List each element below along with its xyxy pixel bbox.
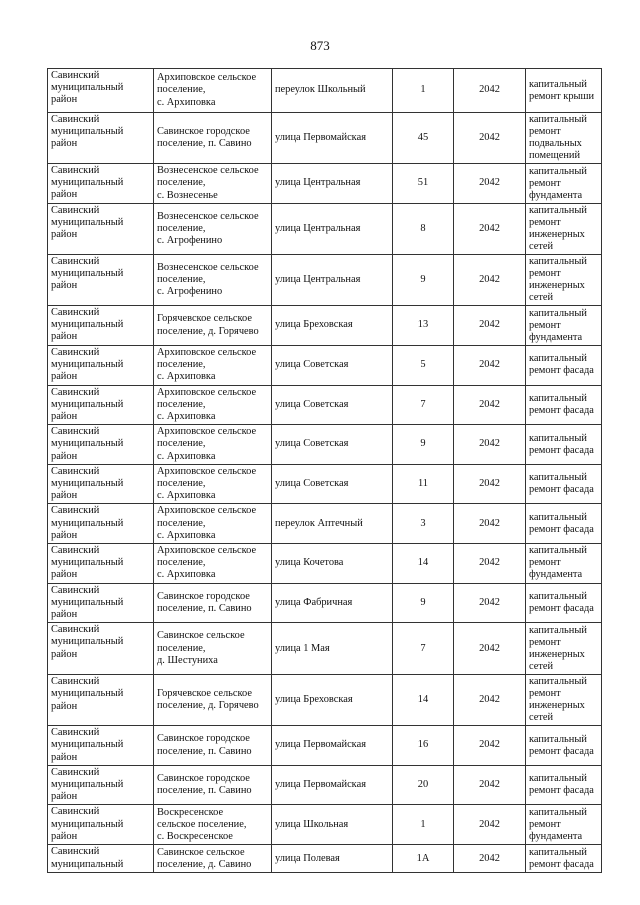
- settlement-cell-line: поселение, д. Горячево: [157, 325, 259, 337]
- table-row: [48, 623, 602, 675]
- house-number-cell: 13: [393, 306, 454, 346]
- work-type-cell-line: подвальных: [529, 138, 582, 149]
- street-cell: улица Первомайская: [272, 765, 393, 805]
- work-type-cell: [526, 69, 602, 113]
- repair-year-cell: 2042: [454, 306, 526, 346]
- table-row: [48, 425, 602, 465]
- district-cell-line: муниципальный: [51, 557, 124, 569]
- settlement-cell-line: Архиповское сельское: [157, 465, 257, 477]
- work-type-cell-line: капитальный: [529, 806, 587, 818]
- street-cell: улица Центральная: [272, 204, 393, 255]
- settlement-cell-line: Архиповское сельское: [157, 72, 257, 84]
- settlement-cell-line: поселение, д. Горячево: [157, 700, 259, 712]
- district-cell-line: район: [51, 411, 78, 423]
- district-cell: [48, 726, 154, 766]
- district-cell-line: Савинский: [51, 727, 100, 739]
- work-type-cell-line: капитальный: [529, 624, 587, 636]
- settlement-cell-line: с. Архиповка: [157, 371, 216, 383]
- district-cell-line: муниципальный: [51, 438, 124, 450]
- district-cell-line: Савинский: [51, 624, 100, 636]
- table-row: [48, 765, 602, 805]
- work-type-cell-line: ремонт фасада: [529, 404, 594, 416]
- repair-year-cell: 2042: [454, 504, 526, 544]
- district-cell-line: муниципальный: [51, 596, 124, 608]
- work-type-cell-line: капитальный: [529, 353, 587, 365]
- district-cell-line: район: [51, 331, 78, 343]
- house-number-cell: 20: [393, 765, 454, 805]
- settlement-cell: [154, 845, 272, 873]
- settlement-cell-line: с. Архиповка: [157, 569, 216, 581]
- settlement-cell: [154, 464, 272, 504]
- work-type-cell-line: ремонт фасада: [529, 484, 594, 496]
- work-type-cell-line: ремонт: [529, 268, 561, 279]
- district-cell-line: Савинский: [51, 205, 100, 216]
- district-cell-line: район: [51, 280, 78, 292]
- work-type-cell-line: инженерных: [529, 700, 585, 712]
- settlement-cell: [154, 306, 272, 346]
- settlement-cell-line: Архиповское сельское: [157, 347, 257, 358]
- work-type-cell-line: фундамента: [529, 830, 583, 842]
- district-cell-line: муниципальный: [51, 517, 124, 529]
- district-cell-line: район: [51, 371, 78, 383]
- district-cell: [48, 306, 154, 346]
- work-type-cell: [526, 385, 602, 425]
- district-cell-line: муниципальный: [51, 739, 124, 751]
- work-type-cell-line: капитальный: [529, 78, 587, 90]
- settlement-cell-line: с. Архиповка: [157, 96, 216, 108]
- district-cell-line: Савинский: [51, 426, 100, 438]
- settlement-cell: [154, 425, 272, 465]
- district-cell-line: муниципальный: [51, 82, 124, 94]
- table-row: [48, 204, 602, 255]
- work-type-cell: [526, 726, 602, 766]
- street-cell: улица Полевая: [272, 845, 393, 873]
- district-cell-line: муниципальный: [51, 217, 124, 229]
- settlement-cell: [154, 675, 272, 726]
- street-cell: улица Первомайская: [272, 726, 393, 766]
- settlement-cell-line: Архиповское сельское: [157, 426, 257, 438]
- work-type-cell-line: ремонт: [529, 557, 561, 569]
- district-cell-line: муниципальный: [51, 319, 124, 331]
- work-type-cell: [526, 425, 602, 465]
- settlement-cell: [154, 544, 272, 584]
- work-type-cell-line: сетей: [529, 292, 554, 303]
- settlement-cell-line: поселение,: [157, 84, 206, 96]
- district-cell: [48, 113, 154, 164]
- district-cell-line: район: [51, 229, 78, 241]
- street-cell: улица Фабричная: [272, 583, 393, 623]
- table-row: [48, 544, 602, 584]
- district-cell: [48, 425, 154, 465]
- district-cell-line: район: [51, 450, 78, 462]
- settlement-cell-line: Архиповское сельское: [157, 545, 257, 557]
- house-number-cell: 1: [393, 69, 454, 113]
- house-number-cell: 7: [393, 623, 454, 675]
- work-type-cell: [526, 204, 602, 255]
- work-type-cell-line: ремонт: [529, 217, 561, 228]
- work-type-cell-line: фундамента: [529, 331, 583, 343]
- work-type-cell-line: сетей: [529, 660, 554, 672]
- housing-repair-table: [47, 68, 602, 873]
- work-type-cell-line: капитальный: [529, 846, 587, 858]
- district-cell-line: Савинский: [51, 766, 100, 778]
- settlement-cell-line: поселение,: [157, 359, 206, 371]
- repair-year-cell: 2042: [454, 164, 526, 204]
- work-type-cell: [526, 164, 602, 204]
- settlement-cell-line: Воскресенское: [157, 806, 224, 818]
- district-cell-line: Савинский: [51, 70, 100, 81]
- table-row: [48, 726, 602, 766]
- district-cell-line: район: [51, 138, 78, 150]
- district-cell-line: Савинский: [51, 165, 100, 176]
- work-type-cell-line: ремонт фасада: [529, 444, 594, 456]
- work-type-cell-line: ремонт фасада: [529, 858, 594, 870]
- work-type-cell-line: ремонт: [529, 319, 561, 331]
- district-cell-line: район: [51, 700, 78, 712]
- district-cell-line: муниципальный: [51, 478, 124, 490]
- district-cell: [48, 385, 154, 425]
- work-type-cell: [526, 805, 602, 845]
- table-row: [48, 164, 602, 204]
- district-cell-line: Савинский: [51, 386, 100, 398]
- settlement-cell-line: поселение,: [157, 273, 206, 285]
- work-type-cell-line: сетей: [529, 712, 554, 724]
- district-cell-line: район: [51, 189, 78, 201]
- settlement-cell: [154, 385, 272, 425]
- street-cell: улица Первомайская: [272, 113, 393, 164]
- settlement-cell-line: с. Архиповка: [157, 450, 216, 462]
- table-row: [48, 255, 602, 306]
- work-type-cell-line: капитальный: [529, 545, 587, 557]
- street-cell: переулок Аптечный: [272, 504, 393, 544]
- work-type-cell: [526, 113, 602, 164]
- repair-year-cell: 2042: [454, 675, 526, 726]
- district-cell-line: Савинский: [51, 545, 100, 557]
- work-type-cell-line: капитальный: [529, 472, 587, 484]
- settlement-cell: [154, 346, 272, 386]
- work-type-cell-line: капитальный: [529, 676, 587, 688]
- street-cell: улица Центральная: [272, 164, 393, 204]
- house-number-cell: 3: [393, 504, 454, 544]
- settlement-cell-line: поселение, п. Савино: [157, 602, 252, 614]
- work-type-cell-line: ремонт: [529, 688, 561, 700]
- settlement-cell-line: Савинское городское: [157, 590, 250, 602]
- work-type-cell-line: сетей: [529, 241, 554, 252]
- table-row: [48, 113, 602, 164]
- table-row: [48, 583, 602, 623]
- district-cell: [48, 464, 154, 504]
- street-cell: улица 1 Мая: [272, 623, 393, 675]
- work-type-cell-line: капитальный: [529, 511, 587, 523]
- settlement-cell-line: поселение, п. Савино: [157, 785, 252, 797]
- settlement-cell: [154, 623, 272, 675]
- repair-year-cell: 2042: [454, 113, 526, 164]
- repair-year-cell: 2042: [454, 544, 526, 584]
- work-type-cell-line: ремонт фасада: [529, 785, 594, 797]
- district-cell-line: муниципальный: [51, 268, 124, 280]
- district-cell-line: район: [51, 609, 78, 621]
- table-row: [48, 385, 602, 425]
- work-type-cell-line: капитальный: [529, 307, 587, 319]
- table-row: [48, 675, 602, 726]
- settlement-cell-line: поселение, д. Савино: [157, 858, 252, 870]
- district-cell-line: муниципальный: [51, 177, 124, 189]
- district-cell-line: район: [51, 830, 78, 842]
- settlement-cell-line: Вознесенское сельское: [157, 165, 259, 177]
- district-cell: [48, 544, 154, 584]
- district-cell-line: Савинский: [51, 114, 100, 125]
- house-number-cell: 1: [393, 805, 454, 845]
- district-cell-line: район: [51, 569, 78, 581]
- work-type-cell-line: ремонт фасада: [529, 523, 594, 535]
- settlement-cell: [154, 164, 272, 204]
- settlement-cell-line: сельское поселение,: [157, 818, 247, 830]
- settlement-cell-line: с. Архиповка: [157, 529, 216, 541]
- table-row: [48, 805, 602, 845]
- district-cell-line: муниципальный: [51, 688, 124, 700]
- table-row: [48, 845, 602, 873]
- district-cell-line: район: [51, 751, 78, 763]
- repair-year-cell: 2042: [454, 255, 526, 306]
- district-cell-line: муниципальный: [51, 398, 124, 410]
- street-cell: улица Бреховская: [272, 675, 393, 726]
- work-type-cell-line: капитальный: [529, 432, 587, 444]
- settlement-cell: [154, 805, 272, 845]
- work-type-cell-line: инженерных: [529, 648, 585, 660]
- settlement-cell-line: с. Агрофенино: [157, 286, 223, 298]
- district-cell: [48, 255, 154, 306]
- settlement-cell-line: Вознесенское сельское: [157, 210, 259, 222]
- work-type-cell: [526, 306, 602, 346]
- work-type-cell: [526, 845, 602, 873]
- work-type-cell-line: капитальный: [529, 165, 587, 177]
- work-type-cell-line: капитальный: [529, 392, 587, 404]
- settlement-cell: [154, 204, 272, 255]
- repair-year-cell: 2042: [454, 623, 526, 675]
- settlement-cell-line: поселение,: [157, 222, 206, 234]
- house-number-cell: 7: [393, 385, 454, 425]
- district-cell-line: Савинский: [51, 584, 100, 596]
- street-cell: улица Советская: [272, 425, 393, 465]
- work-type-cell-line: ремонт фасада: [529, 602, 594, 614]
- settlement-cell-line: с. Вознесенье: [157, 189, 218, 201]
- settlement-cell-line: поселение,: [157, 517, 206, 529]
- work-type-cell: [526, 504, 602, 544]
- work-type-cell-line: капитальный: [529, 256, 587, 267]
- settlement-cell-line: Горячевское сельское: [157, 688, 252, 700]
- work-type-cell-line: капитальный: [529, 590, 587, 602]
- work-type-cell: [526, 583, 602, 623]
- district-cell: [48, 675, 154, 726]
- repair-year-cell: 2042: [454, 204, 526, 255]
- repair-year-cell: 2042: [454, 805, 526, 845]
- settlement-cell-line: Горячевское сельское: [157, 313, 252, 325]
- work-type-cell-line: ремонт: [529, 177, 561, 189]
- repair-year-cell: 2042: [454, 765, 526, 805]
- district-cell: [48, 504, 154, 544]
- page-number: 873: [310, 38, 330, 53]
- repair-year-cell: 2042: [454, 69, 526, 113]
- settlement-cell: [154, 583, 272, 623]
- district-cell-line: Савинский: [51, 256, 100, 267]
- settlement-cell: [154, 504, 272, 544]
- repair-year-cell: 2042: [454, 346, 526, 386]
- settlement-cell-line: Савинское городское: [157, 772, 250, 784]
- settlement-cell-line: Архиповское сельское: [157, 386, 257, 398]
- house-number-cell: 9: [393, 425, 454, 465]
- district-cell-line: район: [51, 791, 78, 803]
- settlement-cell: [154, 726, 272, 766]
- street-cell: переулок Школьный: [272, 69, 393, 113]
- house-number-cell: 45: [393, 113, 454, 164]
- settlement-cell-line: поселение,: [157, 557, 206, 569]
- house-number-cell: 11: [393, 464, 454, 504]
- settlement-cell: [154, 255, 272, 306]
- settlement-cell-line: Вознесенское сельское: [157, 261, 259, 273]
- settlement-cell-line: д. Шестуниха: [157, 654, 218, 666]
- district-cell: [48, 583, 154, 623]
- house-number-cell: 1А: [393, 845, 454, 873]
- street-cell: улица Бреховская: [272, 306, 393, 346]
- district-cell: [48, 623, 154, 675]
- work-type-cell-line: капитальный: [529, 205, 587, 216]
- district-cell-line: муниципальный: [51, 779, 124, 791]
- work-type-cell: [526, 544, 602, 584]
- work-type-cell: [526, 464, 602, 504]
- work-type-cell-line: ремонт: [529, 126, 561, 137]
- district-cell-line: район: [51, 94, 78, 106]
- district-cell-line: муниципальный: [51, 818, 124, 830]
- settlement-cell-line: поселение,: [157, 398, 206, 410]
- district-cell-line: муниципальный: [51, 636, 124, 648]
- district-cell-line: район: [51, 490, 78, 502]
- work-type-cell-line: капитальный: [529, 773, 587, 785]
- street-cell: улица Советская: [272, 346, 393, 386]
- work-type-cell: [526, 675, 602, 726]
- district-cell: [48, 845, 154, 873]
- table-row: [48, 306, 602, 346]
- settlement-cell-line: поселение,: [157, 478, 206, 490]
- work-type-cell-line: фундамента: [529, 189, 583, 201]
- settlement-cell-line: поселение,: [157, 642, 206, 654]
- settlement-cell-line: с. Архиповка: [157, 411, 216, 423]
- work-type-cell-line: капитальный: [529, 114, 587, 125]
- settlement-cell-line: Савинское сельское: [157, 630, 245, 642]
- street-cell: улица Центральная: [272, 255, 393, 306]
- settlement-cell-line: с. Агрофенино: [157, 235, 223, 247]
- work-type-cell-line: фундамента: [529, 569, 583, 581]
- district-cell: [48, 204, 154, 255]
- settlement-cell-line: поселение,: [157, 177, 206, 189]
- house-number-cell: 16: [393, 726, 454, 766]
- district-cell: [48, 805, 154, 845]
- work-type-cell-line: ремонт фасада: [529, 745, 594, 757]
- table-row: [48, 464, 602, 504]
- work-type-cell-line: капитальный: [529, 733, 587, 745]
- work-type-cell-line: ремонт фасада: [529, 365, 594, 377]
- district-cell-line: Савинский: [51, 846, 100, 858]
- street-cell: улица Школьная: [272, 805, 393, 845]
- work-type-cell-line: инженерных: [529, 280, 585, 291]
- repair-year-cell: 2042: [454, 845, 526, 873]
- street-cell: улица Советская: [272, 464, 393, 504]
- house-number-cell: 14: [393, 675, 454, 726]
- work-type-cell-line: помещений: [529, 150, 581, 161]
- table-row: [48, 504, 602, 544]
- work-type-cell-line: ремонт: [529, 636, 561, 648]
- settlement-cell-line: с. Воскресенское: [157, 831, 233, 843]
- house-number-cell: 51: [393, 164, 454, 204]
- work-type-cell-line: инженерных: [529, 229, 585, 240]
- district-cell: [48, 164, 154, 204]
- house-number-cell: 8: [393, 204, 454, 255]
- repair-year-cell: 2042: [454, 726, 526, 766]
- repair-year-cell: 2042: [454, 464, 526, 504]
- work-type-cell: [526, 765, 602, 805]
- district-cell-line: Савинский: [51, 307, 100, 318]
- district-cell-line: Савинский: [51, 465, 100, 477]
- repair-year-cell: 2042: [454, 583, 526, 623]
- district-cell: [48, 765, 154, 805]
- table-row: [48, 346, 602, 386]
- work-type-cell: [526, 623, 602, 675]
- settlement-cell-line: поселение, п. Савино: [157, 745, 252, 757]
- work-type-cell-line: ремонт: [529, 818, 561, 830]
- settlement-cell: [154, 765, 272, 805]
- district-cell: [48, 69, 154, 113]
- house-number-cell: 9: [393, 583, 454, 623]
- work-type-cell: [526, 346, 602, 386]
- district-cell-line: Савинский: [51, 505, 100, 517]
- house-number-cell: 14: [393, 544, 454, 584]
- repair-year-cell: 2042: [454, 425, 526, 465]
- settlement-cell: [154, 113, 272, 164]
- district-cell-line: Савинский: [51, 806, 100, 818]
- settlement-cell-line: Архиповское сельское: [157, 505, 257, 517]
- table-row: [48, 69, 602, 113]
- district-cell-line: район: [51, 648, 78, 660]
- repair-year-cell: 2042: [454, 385, 526, 425]
- settlement-cell-line: с. Архиповка: [157, 490, 216, 502]
- district-cell-line: муниципальный: [51, 126, 124, 138]
- district-cell-line: муниципальный: [51, 858, 124, 870]
- settlement-cell-line: Савинское сельское: [157, 846, 245, 858]
- work-type-cell: [526, 255, 602, 306]
- street-cell: улица Кочетова: [272, 544, 393, 584]
- settlement-cell-line: Савинское городское: [157, 125, 250, 137]
- settlement-cell-line: поселение, п. Савино: [157, 138, 252, 149]
- settlement-cell-line: Савинское городское: [157, 733, 250, 745]
- district-cell-line: Савинский: [51, 676, 100, 688]
- settlement-cell-line: поселение,: [157, 438, 206, 450]
- street-cell: улица Советская: [272, 385, 393, 425]
- district-cell-line: муниципальный: [51, 359, 124, 371]
- work-type-cell-line: ремонт крыши: [529, 90, 595, 102]
- district-cell: [48, 346, 154, 386]
- district-cell-line: Савинский: [51, 347, 100, 358]
- house-number-cell: 9: [393, 255, 454, 306]
- district-cell-line: район: [51, 529, 78, 541]
- settlement-cell: [154, 69, 272, 113]
- house-number-cell: 5: [393, 346, 454, 386]
